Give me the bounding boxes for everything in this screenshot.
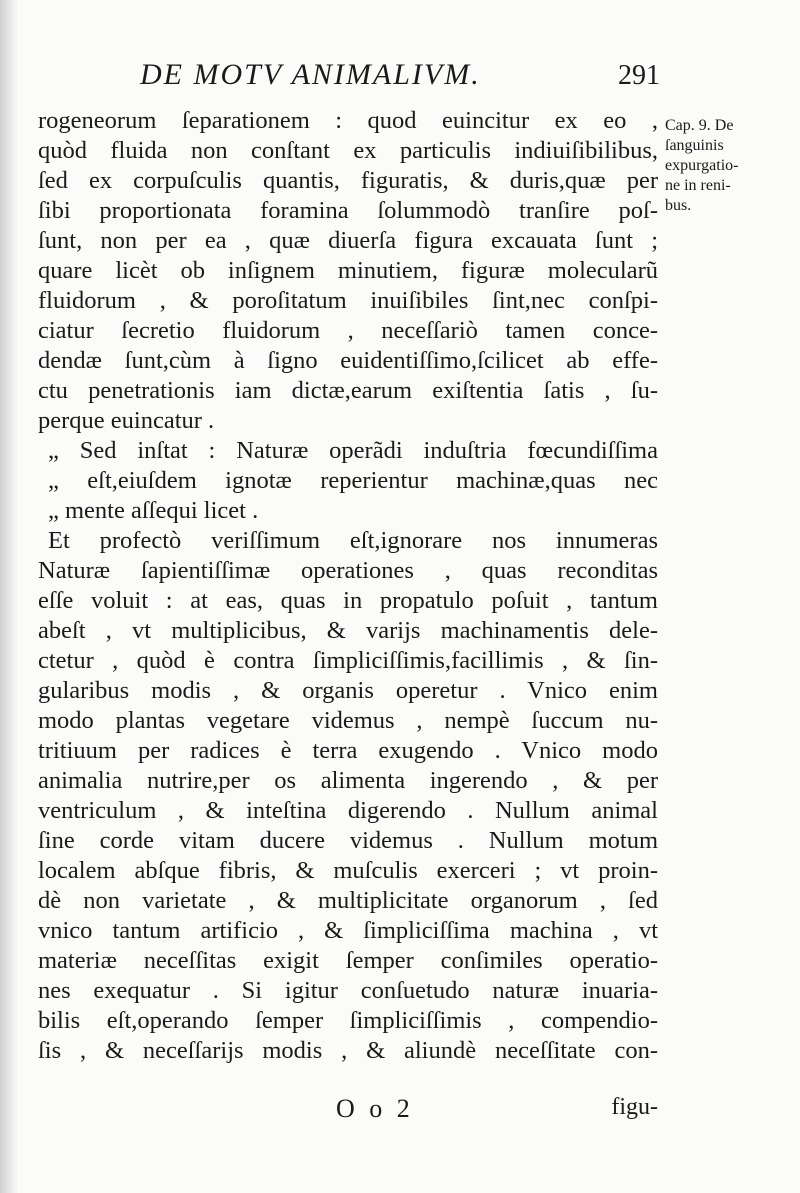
text-line: localem abſque fibris, & muſculis exerceri ; vt proin- — [38, 857, 658, 884]
text-line: animalia nutrire,per os alimenta ingerendo , & per — [38, 767, 658, 794]
text-line: rogeneorum ſeparationem : quod euincitur ex eo , — [38, 107, 658, 134]
text-line: materiæ neceſſitas exigit ſemper conſimiles operatio- — [38, 947, 658, 974]
text-line: ſine corde vitam ducere videmus . Nullum motum — [38, 827, 658, 854]
text-line: ſibi proportionata foramina ſolummodò tranſire poſ- — [38, 197, 658, 224]
text-line: vnico tantum artificio , & ſimpliciſſima machina , vt — [38, 917, 658, 944]
margin-note — [665, 116, 795, 216]
text-line: quare licèt ob inſignem minutiem, figuræ molecularũ — [38, 257, 658, 284]
quoted-line: „ eſt,eiuſdem ignotæ reperientur machinæ,quas nec — [48, 467, 658, 494]
page-footer — [38, 1094, 658, 1124]
text-line: ctu penetrationis iam dictæ,earum exiſtentia ſatis , ſu- — [38, 377, 658, 404]
signature-mark: O o 2 — [336, 1094, 414, 1123]
catchword: figu- — [611, 1094, 658, 1120]
text-line: ventriculum , & inteſtina digerendo . Nullum animal — [38, 797, 658, 824]
text-line: ſed ex corpuſculis quantis, figuratis, & duris,quæ per — [38, 167, 658, 194]
quoted-line: „ mente aſſequi licet . — [48, 497, 259, 524]
text-line: ſis , & neceſſarijs modis , & aliundè neceſſitate con- — [38, 1037, 658, 1064]
page-header — [140, 58, 660, 98]
text-line: fluidorum , & poroſitatum inuiſibiles ſint,nec conſpi- — [38, 287, 658, 314]
margin-note-line: expurgatio- — [665, 157, 739, 174]
text-line: Naturæ ſapientiſſimæ operationes , quas reconditas — [38, 557, 658, 584]
text-line: Et profectò veriſſimum eſt,ignorare nos innumeras — [48, 527, 658, 554]
text-line: modo plantas vegetare videmus , nempè ſuccum nu- — [38, 707, 658, 734]
margin-note-line: bus. — [665, 197, 692, 214]
quoted-line: „ Sed inſtat : Naturæ operãdi induſtria fœcundiſſima — [48, 437, 658, 464]
page-number: 291 — [618, 60, 660, 91]
margin-note-line: ne in reni- — [665, 177, 731, 194]
text-line: quòd fluida non conſtant ex particulis indiuiſibilibus, — [38, 137, 658, 164]
text-line: gularibus modis , & organis operetur . Vnico enim — [38, 677, 658, 704]
text-line: dendæ ſunt,cùm à ſigno euidentiſſimo,ſcilicet ab effe- — [38, 347, 658, 374]
text-line: ſunt, non per ea , quæ diuerſa figura excauata ſunt ; — [38, 227, 658, 254]
text-line: abeſt , vt multiplicibus, & varijs machinamentis dele- — [38, 617, 658, 644]
running-head: DE MOTV ANIMALIVM. — [140, 58, 481, 91]
text-line: nes exequatur . Si igitur conſuetudo naturæ inuaria- — [38, 977, 658, 1004]
text-line: perque euincatur . — [38, 407, 215, 434]
body-text — [38, 106, 658, 1066]
margin-note-line: Cap. 9. De — [665, 117, 734, 134]
text-line: eſſe voluit : at eas, quas in propatulo poſuit , tantum — [38, 587, 658, 614]
margin-note-line: ſanguinis — [665, 137, 724, 154]
gutter-shadow — [0, 0, 18, 1193]
text-line: dè non varietate , & multiplicitate organorum , ſed — [38, 887, 658, 914]
text-line: ciatur ſecretio fluidorum , neceſſariò tamen conce- — [38, 317, 658, 344]
text-line: ctetur , quòd è contra ſimpliciſſimis,facillimis , & ſin- — [38, 647, 658, 674]
text-line: tritiuum per radices è terra exugendo . Vnico modo — [38, 737, 658, 764]
text-line: bilis eſt,operando ſemper ſimpliciſſimis , compendio- — [38, 1007, 658, 1034]
